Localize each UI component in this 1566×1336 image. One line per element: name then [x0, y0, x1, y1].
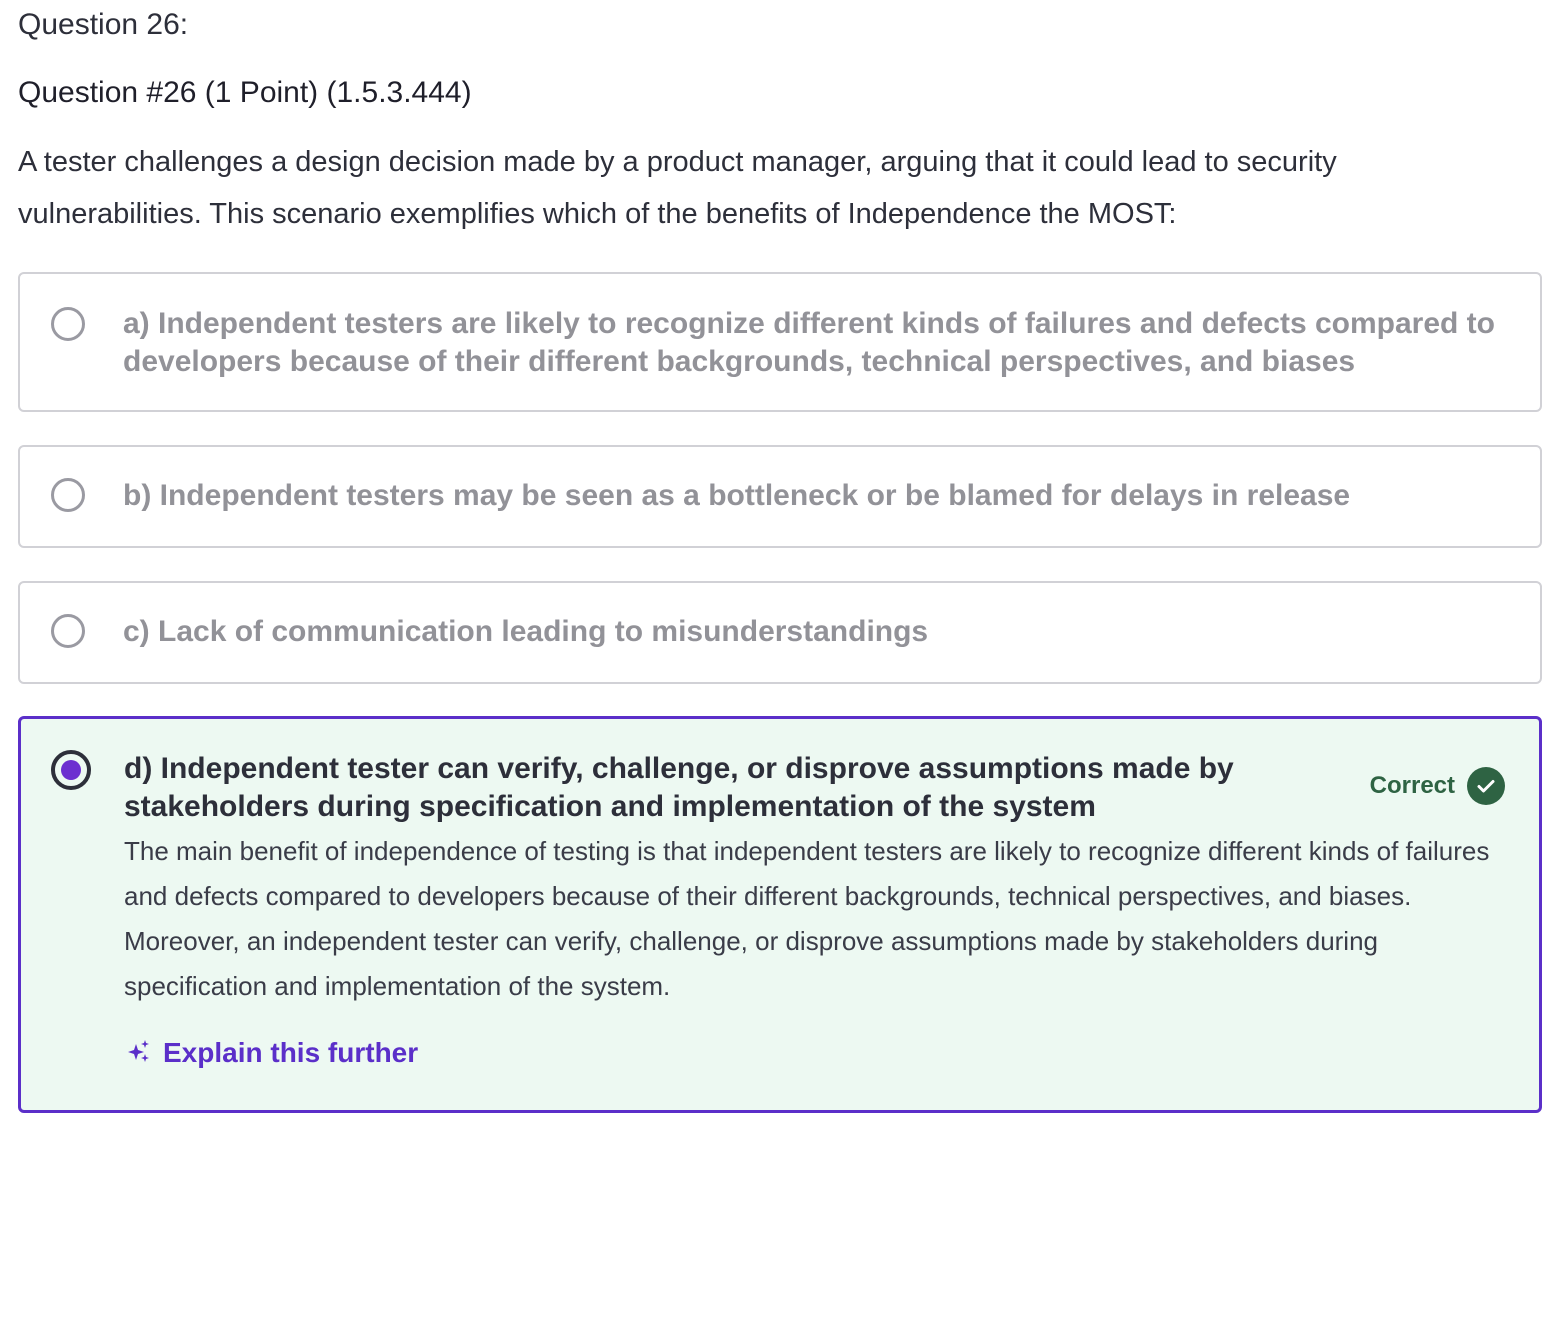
check-circle-icon	[1467, 767, 1505, 805]
correct-badge	[1370, 767, 1505, 805]
answer-option-a[interactable]	[18, 272, 1542, 412]
answer-explanation: The main benefit of independence of testing is that independent testers are likely to recognize different kinds of failures and defects compared to developers because of their different backgrounds, technical perspectives, and biases. Moreover, an independent tester can verify, challenge, or disprove assumptions made by stakeholders during specification and implementation of the system.	[124, 836, 1490, 1001]
option-b-label: b) Independent testers may be seen as a bottleneck or be blamed for delays in release	[123, 479, 1351, 512]
radio-button-d-selected[interactable]	[51, 750, 91, 790]
question-text: A tester challenges a design decision made by a product manager, arguing that it could lead to security vulnerabilities. This scenario exemplifies which of the benefits of Independence the MOST:	[18, 146, 1337, 230]
radio-button-c[interactable]	[51, 614, 85, 648]
correct-label: Correct	[1369, 772, 1455, 799]
explain-further-label: Explain this further	[163, 1037, 419, 1068]
radio-button-a[interactable]	[51, 307, 85, 341]
answer-option-c[interactable]	[18, 581, 1542, 684]
question-title: Question #26 (1 Point) (1.5.3.444)	[18, 76, 472, 109]
sparkle-icon	[127, 1039, 151, 1068]
explain-further-link[interactable]	[127, 1037, 418, 1069]
option-d-label: d) Independent tester can verify, challenge, or disprove assumptions made by stakeholders during specification and implementation of the system	[124, 752, 1234, 823]
option-a-label: a) Independent testers are likely to recognize different kinds of failures and defects compared to developers because of their different backgrounds, technical perspectives, and biases	[123, 307, 1496, 378]
answer-option-b[interactable]	[18, 445, 1542, 548]
radio-button-b[interactable]	[51, 478, 85, 512]
answer-option-d[interactable]	[18, 716, 1542, 1113]
question-number-label: Question 26:	[18, 8, 189, 41]
option-c-label: c) Lack of communication leading to misunderstandings	[123, 615, 929, 648]
